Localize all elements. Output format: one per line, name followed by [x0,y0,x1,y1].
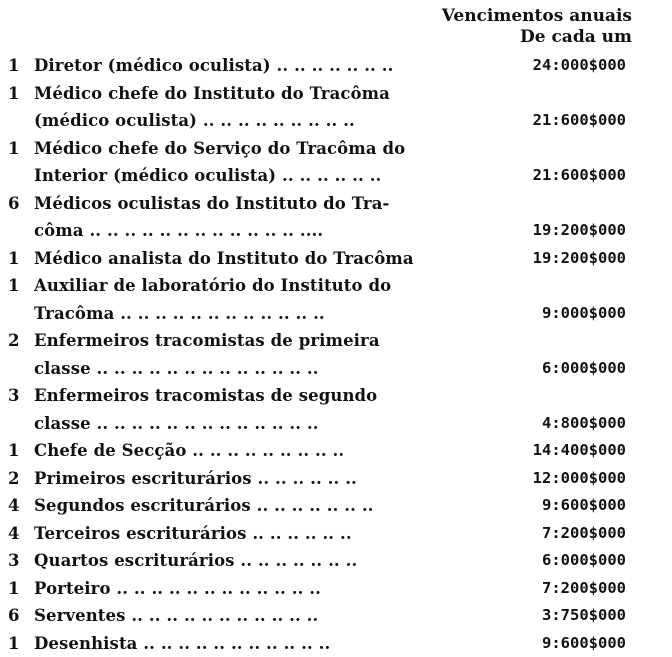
row-description: Desenhista .. .. .. .. .. .. .. .. .. .. .. [34,634,514,653]
table-row [8,80,632,108]
table-row [8,52,632,80]
row-description: Médico chefe do Instituto do Tracôma [34,84,514,103]
header-line-1: Vencimentos anuais [442,6,632,27]
table-row [8,217,632,245]
table-row [8,520,632,548]
table-row [8,272,632,300]
row-quantity: 1 [8,634,30,653]
table-row [8,162,632,190]
header-line-2: De cada um [442,27,632,48]
row-description: Segundos escriturários .. .. .. .. .. .. .. [34,496,514,515]
row-description: classe .. .. .. .. .. .. .. .. .. .. .. .. .. [34,359,514,378]
row-description: Médico chefe do Serviço do Tracôma do [34,139,514,158]
table-row [8,107,632,135]
table-row [8,602,632,630]
row-description: Enfermeiros tracomistas de primeira [34,331,514,350]
row-value: 19:200$000 [506,249,626,267]
row-quantity: 3 [8,386,30,405]
table-row [8,382,632,410]
row-description: Primeiros escriturários .. .. .. .. .. .. [34,469,514,488]
table-row [8,135,632,163]
table-row [8,300,632,328]
row-description: Enfermeiros tracomistas de segundo [34,386,514,405]
row-quantity: 2 [8,469,30,488]
row-description: Chefe de Secção .. .. .. .. .. .. .. .. .. [34,441,514,460]
row-quantity: 6 [8,194,30,213]
row-quantity: 1 [8,579,30,598]
row-value: 24:000$000 [506,56,626,74]
table-row [8,465,632,493]
row-value: 3:750$000 [506,606,626,624]
row-quantity: 1 [8,249,30,268]
row-quantity: 1 [8,139,30,158]
table-row [8,355,632,383]
row-quantity: 3 [8,551,30,570]
row-value: 7:200$000 [506,579,626,597]
row-description: Interior (médico oculista) .. .. .. .. .. .. [34,166,514,185]
table-row [8,492,632,520]
row-value: 4:800$000 [506,414,626,432]
row-value: 14:400$000 [506,441,626,459]
row-value: 21:600$000 [506,111,626,129]
row-value: 9:600$000 [506,496,626,514]
column-header [442,6,632,48]
table-row [8,410,632,438]
row-quantity: 1 [8,441,30,460]
table-row [8,630,632,657]
row-description: Serventes .. .. .. .. .. .. .. .. .. .. .. [34,606,514,625]
row-description: côma .. .. .. .. .. .. .. .. .. .. .. .. .... [34,221,514,240]
row-value: 12:000$000 [506,469,626,487]
row-quantity: 1 [8,84,30,103]
row-value: 6:000$000 [506,551,626,569]
row-value: 7:200$000 [506,524,626,542]
row-quantity: 1 [8,56,30,75]
table-row [8,327,632,355]
table-row [8,245,632,273]
table-row [8,575,632,603]
row-quantity: 4 [8,496,30,515]
row-quantity: 2 [8,331,30,350]
row-quantity: 4 [8,524,30,543]
salary-table [8,52,632,657]
row-value: 9:600$000 [506,634,626,652]
row-description: Tracôma .. .. .. .. .. .. .. .. .. .. .. .. [34,304,514,323]
row-description: Médicos oculistas do Instituto do Tra- [34,194,514,213]
row-description: Terceiros escriturários .. .. .. .. .. .. [34,524,514,543]
row-description: Diretor (médico oculista) .. .. .. .. .. .. .. [34,56,514,75]
row-description: Quartos escriturários .. .. .. .. .. .. .. [34,551,514,570]
row-quantity: 1 [8,276,30,295]
row-description: (médico oculista) .. .. .. .. .. .. .. .. .. [34,111,514,130]
table-row [8,190,632,218]
row-value: 21:600$000 [506,166,626,184]
row-value: 19:200$000 [506,221,626,239]
row-description: Porteiro .. .. .. .. .. .. .. .. .. .. .. .. [34,579,514,598]
row-value: 6:000$000 [506,359,626,377]
row-value: 9:000$000 [506,304,626,322]
row-description: Médico analista do Instituto do Tracôma [34,249,514,268]
table-row [8,437,632,465]
row-description: Auxiliar de laboratório do Instituto do [34,276,514,295]
row-description: classe .. .. .. .. .. .. .. .. .. .. .. .. .. [34,414,514,433]
row-quantity: 6 [8,606,30,625]
table-row [8,547,632,575]
